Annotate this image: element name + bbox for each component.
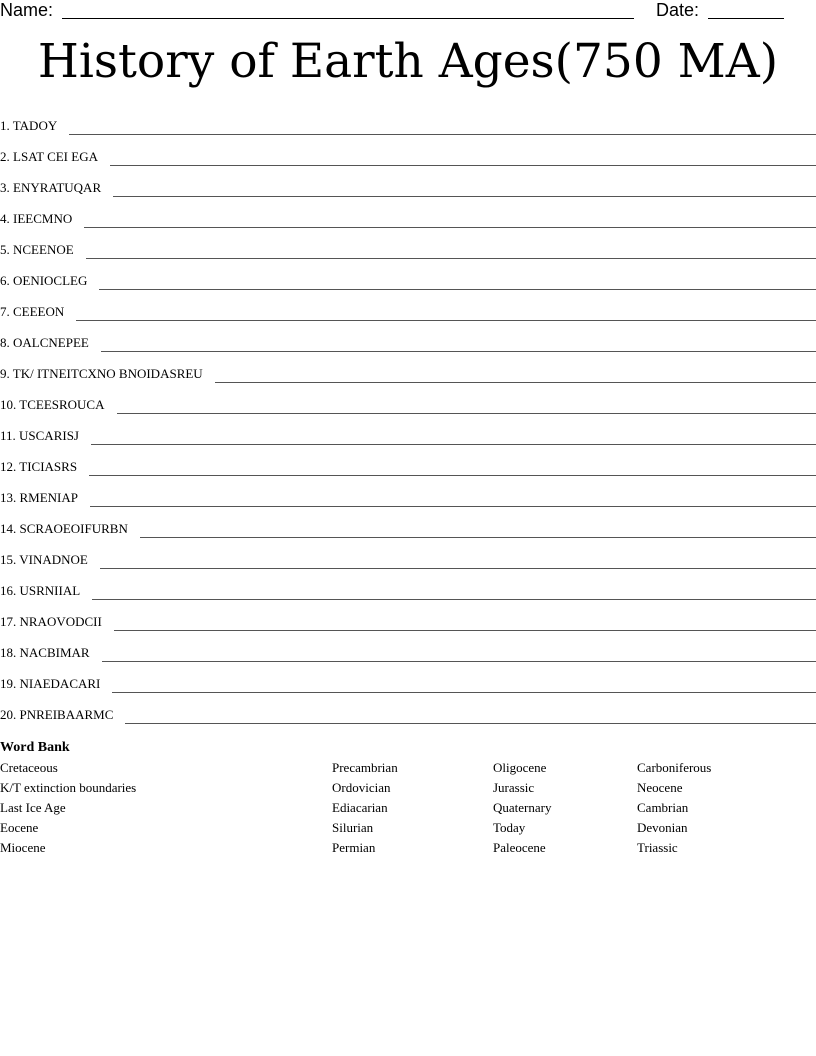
word-bank-item: Silurian [332, 820, 374, 835]
word-bank-item: Precambrian [332, 760, 398, 775]
question-row [0, 602, 816, 633]
word-bank-item: Quaternary [493, 800, 552, 815]
question-row [0, 571, 816, 602]
answer-line[interactable] [92, 598, 816, 600]
answer-line[interactable] [89, 474, 816, 476]
answer-line[interactable] [90, 505, 816, 507]
name-label: Name: [0, 0, 54, 20]
question-row [0, 540, 816, 571]
question-text: 10. TCEESROUCA [0, 397, 105, 412]
question-text: 18. NACBIMAR [0, 645, 90, 660]
question-text: 1. TADOY [0, 118, 58, 133]
question-row [0, 168, 816, 199]
word-bank-item: Cambrian [637, 800, 689, 815]
name-input-line[interactable] [62, 18, 634, 19]
word-bank-item: Devonian [637, 820, 688, 835]
word-bank-item: Cretaceous [0, 760, 58, 775]
answer-line[interactable] [100, 567, 816, 569]
question-text: 7. CEEEON [0, 304, 65, 319]
answer-line[interactable] [110, 164, 816, 166]
question-row [0, 633, 816, 664]
question-row [0, 106, 816, 137]
answer-line[interactable] [117, 412, 816, 414]
question-text: 8. OALCNEPEE [0, 335, 89, 350]
answer-line[interactable] [140, 536, 816, 538]
word-bank-item: Jurassic [493, 780, 535, 795]
word-bank-item: Today [493, 820, 526, 835]
answer-line[interactable] [113, 195, 816, 197]
word-bank-item: Permian [332, 840, 376, 855]
question-list [0, 106, 816, 726]
question-text: 16. USRNIIAL [0, 583, 81, 598]
question-row [0, 261, 816, 292]
word-bank-columns [0, 758, 816, 868]
answer-line[interactable] [86, 257, 816, 259]
word-bank-item: Paleocene [493, 840, 546, 855]
answer-line[interactable] [114, 629, 816, 631]
question-text: 11. USCARISJ [0, 428, 79, 443]
word-bank-item: Ordovician [332, 780, 391, 795]
question-text: 19. NIAEDACARI [0, 676, 101, 691]
word-bank-item: Carboniferous [637, 760, 712, 775]
question-text: 9. TK/ ITNEITCXNO BNOIDASREU [0, 366, 203, 381]
worksheet-header [0, 0, 816, 22]
question-text: 2. LSAT CEI EGA [0, 149, 98, 164]
question-row [0, 230, 816, 261]
word-bank-column [493, 758, 551, 858]
word-bank-item: Oligocene [493, 760, 547, 775]
page-title: History of Earth Ages(750 MA) [37, 34, 779, 89]
word-bank-item: Triassic [637, 840, 678, 855]
answer-line[interactable] [112, 691, 816, 693]
question-text: 14. SCRAOEOIFURBN [0, 521, 128, 536]
word-bank-item: Neocene [637, 780, 683, 795]
word-bank-item: Miocene [0, 840, 46, 855]
question-row [0, 354, 816, 385]
question-text: 17. NRAOVODCII [0, 614, 102, 629]
question-row [0, 416, 816, 447]
date-label: Date: [656, 0, 700, 20]
question-row [0, 695, 816, 726]
question-text: 15. VINADNOE [0, 552, 88, 567]
question-row [0, 447, 816, 478]
word-bank-item: Eocene [0, 820, 39, 835]
answer-line[interactable] [84, 226, 816, 228]
question-text: 12. TICIASRS [0, 459, 78, 474]
question-text: 13. RMENIAP [0, 490, 79, 505]
answer-line[interactable] [101, 350, 816, 352]
answer-line[interactable] [102, 660, 816, 662]
word-bank-item: K/T extinction boundaries [0, 780, 137, 795]
word-bank-column [332, 758, 398, 858]
word-bank-title: Word Bank [0, 740, 70, 755]
word-bank-column [637, 758, 711, 858]
answer-line[interactable] [99, 288, 816, 290]
question-row [0, 509, 816, 540]
question-text: 3. ENYRATUQAR [0, 180, 102, 195]
question-text: 5. NCEENOE [0, 242, 74, 257]
question-row [0, 478, 816, 509]
word-bank-item: Last Ice Age [0, 800, 66, 815]
answer-line[interactable] [69, 133, 816, 135]
question-row [0, 323, 816, 354]
answer-line[interactable] [215, 381, 816, 383]
word-bank [0, 738, 816, 868]
question-row [0, 292, 816, 323]
date-input-line[interactable] [708, 18, 784, 19]
word-bank-column [0, 758, 136, 858]
word-bank-item: Ediacarian [332, 800, 388, 815]
answer-line[interactable] [91, 443, 816, 445]
question-row [0, 137, 816, 168]
answer-line[interactable] [76, 319, 816, 321]
question-row [0, 199, 816, 230]
question-row [0, 385, 816, 416]
question-text: 6. OENIOCLEG [0, 273, 88, 288]
answer-line[interactable] [125, 722, 816, 724]
question-text: 20. PNREIBAARMC [0, 707, 114, 722]
question-row [0, 664, 816, 695]
question-text: 4. IEECMNO [0, 211, 73, 226]
